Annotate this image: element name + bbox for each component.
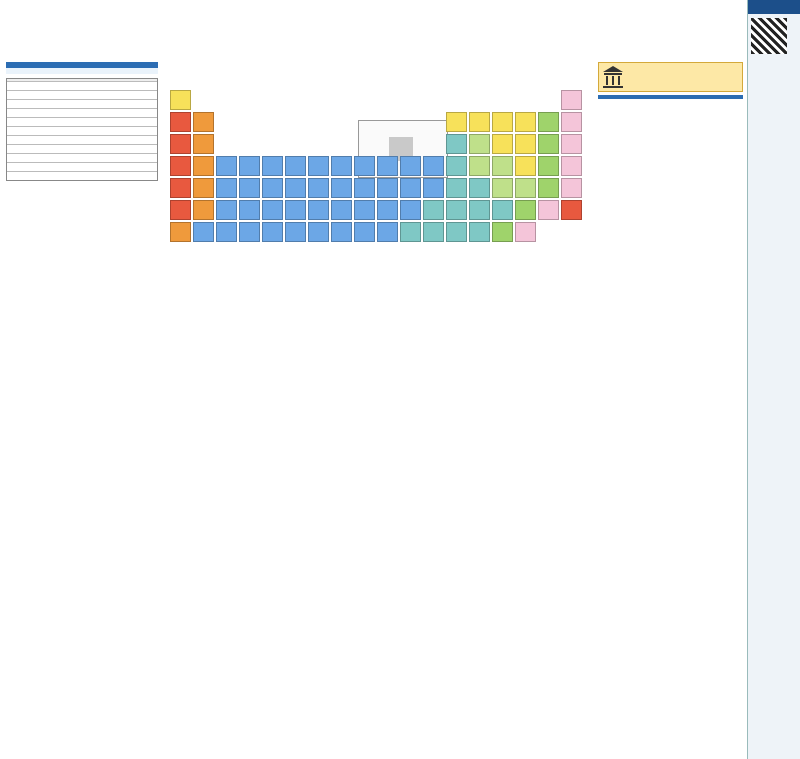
- element-cell: [492, 156, 513, 176]
- element-cell: [561, 156, 582, 176]
- element-cell: [331, 156, 352, 176]
- element-cell: [515, 156, 536, 176]
- element-cell: [262, 222, 283, 242]
- element-cell: [193, 222, 214, 242]
- element-cell: [262, 156, 283, 176]
- element-cell: [377, 156, 398, 176]
- units-header-cell: [7, 82, 57, 91]
- physics-label: [598, 95, 743, 99]
- element-cell: [469, 222, 490, 242]
- units-cell: [57, 118, 107, 127]
- units-cell: [57, 100, 107, 109]
- units-column: [6, 62, 158, 754]
- element-cell: [538, 156, 559, 176]
- units-row: [7, 127, 157, 136]
- units-cell: [57, 136, 107, 145]
- units-cell: [57, 91, 107, 100]
- units-cell: [7, 145, 57, 154]
- element-cell: [561, 112, 582, 132]
- element-cell: [216, 200, 237, 220]
- element-cell: [170, 90, 191, 110]
- element-cell: [193, 156, 214, 176]
- periodic-table-section: [164, 62, 596, 317]
- qr-code-icon: [751, 18, 787, 54]
- element-cell: [308, 178, 329, 198]
- units-cell: [7, 172, 57, 181]
- element-cell: [400, 200, 421, 220]
- element-cell: [262, 200, 283, 220]
- element-cell: [170, 222, 191, 242]
- element-cell: [469, 200, 490, 220]
- units-row: [7, 136, 157, 145]
- units-cell: [107, 91, 157, 100]
- element-cell: [170, 112, 191, 132]
- element-cell: [193, 134, 214, 154]
- element-cell: [492, 178, 513, 198]
- element-cell: [308, 200, 329, 220]
- element-cell: [216, 156, 237, 176]
- units-table: [6, 78, 158, 181]
- element-cell: [561, 200, 582, 220]
- units-cell: [7, 127, 57, 136]
- units-row: [7, 172, 157, 181]
- units-cell: [57, 163, 107, 172]
- element-cell: [216, 222, 237, 242]
- element-cell: [446, 222, 467, 242]
- element-cell: [515, 222, 536, 242]
- exam-callout: [598, 62, 743, 92]
- element-cell: [170, 156, 191, 176]
- element-cell: [469, 112, 490, 132]
- element-cell: [400, 156, 421, 176]
- element-cell: [354, 222, 375, 242]
- element-cell: [308, 156, 329, 176]
- units-row: [7, 145, 157, 154]
- units-row: [7, 154, 157, 163]
- units-cell: [7, 109, 57, 118]
- element-cell: [400, 222, 421, 242]
- element-cell: [285, 178, 306, 198]
- element-cell: [377, 222, 398, 242]
- building-icon: [602, 65, 624, 89]
- element-cell: [170, 178, 191, 198]
- element-cell: [354, 156, 375, 176]
- element-cell: [446, 200, 467, 220]
- element-cell: [193, 178, 214, 198]
- element-cell: [561, 90, 582, 110]
- units-header-cell: [107, 82, 157, 91]
- element-cell: [331, 222, 352, 242]
- units-cell: [107, 136, 157, 145]
- units-cell: [107, 118, 157, 127]
- units-cell: [7, 118, 57, 127]
- element-cell: [423, 200, 444, 220]
- element-cell: [446, 134, 467, 154]
- instruments-column: [598, 62, 743, 754]
- element-cell: [377, 200, 398, 220]
- sidebar-band: [748, 0, 800, 14]
- element-cell: [469, 156, 490, 176]
- units-cell: [7, 154, 57, 163]
- element-cell: [446, 178, 467, 198]
- units-cell: [107, 172, 157, 181]
- units-row: [7, 91, 157, 100]
- units-cell: [7, 163, 57, 172]
- element-cell: [239, 156, 260, 176]
- units-header-row: [7, 82, 157, 91]
- units-cell: [107, 109, 157, 118]
- headline-bar: [0, 0, 745, 62]
- units-cell: [107, 127, 157, 136]
- element-cell: [538, 112, 559, 132]
- element-cell: [216, 178, 237, 198]
- element-cell: [193, 112, 214, 132]
- units-cell: [7, 136, 57, 145]
- element-cell: [515, 134, 536, 154]
- element-cell: [239, 200, 260, 220]
- element-cell: [446, 156, 467, 176]
- units-cell: [107, 100, 157, 109]
- element-cell: [285, 222, 306, 242]
- element-cell: [446, 112, 467, 132]
- units-cell: [7, 100, 57, 109]
- element-cell: [492, 222, 513, 242]
- diseases-column: [314, 320, 460, 752]
- element-cell: [193, 200, 214, 220]
- units-intro: [6, 68, 158, 74]
- plastics-column: [164, 320, 311, 752]
- element-cell: [515, 178, 536, 198]
- element-cell: [561, 178, 582, 198]
- units-cell: [57, 154, 107, 163]
- element-cell: [492, 200, 513, 220]
- element-cell: [515, 112, 536, 132]
- element-cell: [423, 178, 444, 198]
- units-header-cell: [57, 82, 107, 91]
- element-cell: [538, 134, 559, 154]
- element-cell: [262, 178, 283, 198]
- element-cell: [538, 200, 559, 220]
- jobs-sidebar: [747, 0, 800, 759]
- element-cell: [170, 134, 191, 154]
- units-cell: [107, 163, 157, 172]
- element-cell: [170, 200, 191, 220]
- element-cell: [515, 200, 536, 220]
- element-cell: [561, 134, 582, 154]
- units-row: [7, 109, 157, 118]
- units-cell: [7, 91, 57, 100]
- units-row: [7, 163, 157, 172]
- element-cell: [400, 178, 421, 198]
- units-cell: [107, 145, 157, 154]
- element-cell: [469, 178, 490, 198]
- element-cell: [308, 222, 329, 242]
- units-cell: [57, 145, 107, 154]
- element-cell: [538, 178, 559, 198]
- units-cell: [57, 172, 107, 181]
- element-cell: [492, 112, 513, 132]
- units-row: [7, 118, 157, 127]
- element-cell: [469, 134, 490, 154]
- element-cell: [354, 178, 375, 198]
- element-cell: [492, 134, 513, 154]
- units-cell: [107, 154, 157, 163]
- element-cell: [239, 178, 260, 198]
- units-cell: [57, 127, 107, 136]
- element-cell: [239, 222, 260, 242]
- units-row: [7, 100, 157, 109]
- units-cell: [57, 109, 107, 118]
- element-cell: [423, 156, 444, 176]
- element-cell: [354, 200, 375, 220]
- element-cell: [285, 156, 306, 176]
- element-cell: [377, 178, 398, 198]
- element-cell: [331, 178, 352, 198]
- element-cell: [423, 222, 444, 242]
- element-cell: [285, 200, 306, 220]
- element-cell: [331, 200, 352, 220]
